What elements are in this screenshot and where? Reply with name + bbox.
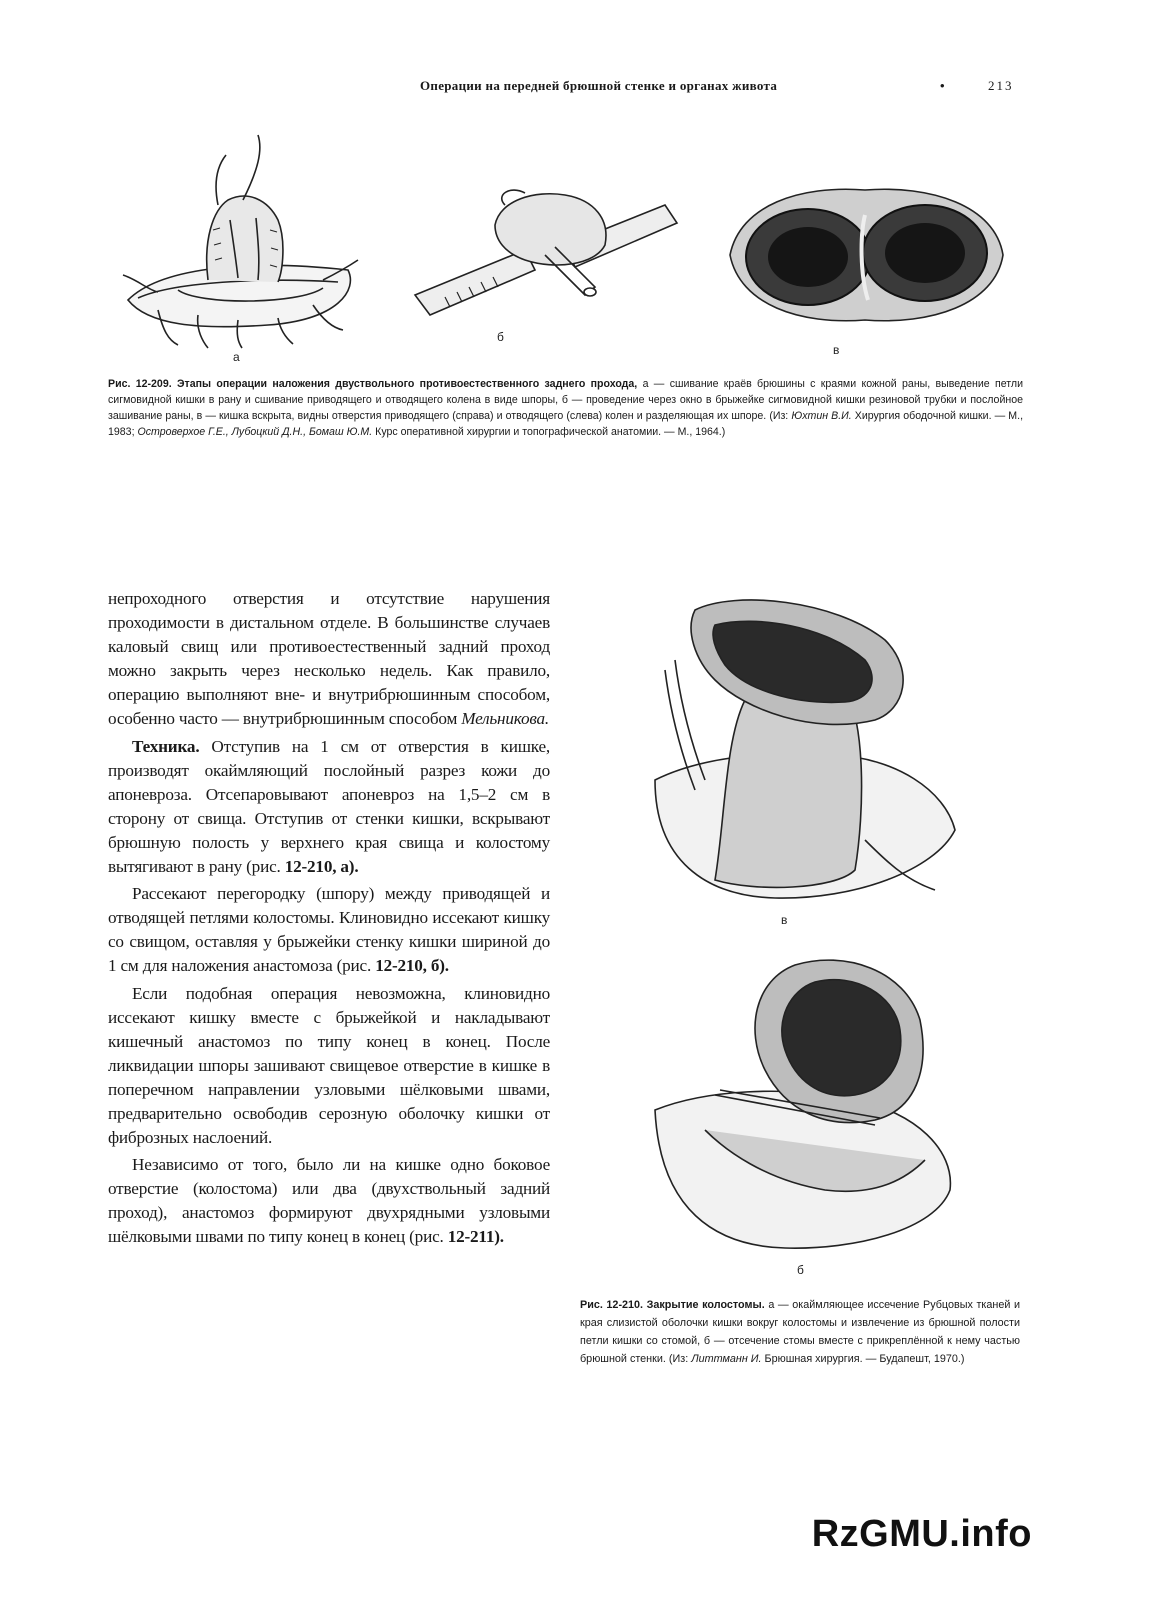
figure-210-caption-body: а — окаймляющее иссечение Рубцовых тканей и края слизистой оболочки кишки вокруг колостомы и извлечение из брюшной полости петли кишки со стомой, б — отсечение стомы вместе с прикреплённой к нему частью брюшной стенки. — [580, 1299, 1020, 1365]
figure-210-caption-author: Литтманн И. — [691, 1353, 762, 1365]
figure-209-caption-author-1: Юхтин В.И. — [791, 410, 852, 422]
body-p2-text: Отступив на 1 см от отверстия в кишке, производят окаймляющий послойный разрез кожи до апоневроза. Отсепаровывают апоневроз на 1,5–2 см в сторону от свища. Отступив от стенки кишки, вскрывают брюшную полость у верхнего края свища и колостому вытягивают в рану (рис. — [108, 736, 550, 877]
body-p1-text: непроходного отверстия и отсутствие нарушения проходимости в дистальном отделе. В большинстве случаев каловый свищ или противоестественный задний проход можно закрыть через несколько недель. Как правило, операцию выполняют вне- и внутрибрюшинным способом, особенно часто — внутрибрюшинным способом — [108, 589, 550, 729]
header-bullet: • — [940, 78, 945, 93]
figure-209-label-b: б — [497, 330, 504, 344]
figure-210-label-a: в — [781, 913, 788, 927]
figure-209-caption — [108, 376, 1023, 440]
figure-210-label-b: б — [797, 1263, 804, 1277]
figure-210-caption — [580, 1296, 1020, 1368]
body-paragraph-5 — [108, 1153, 550, 1249]
body-paragraph-2 — [108, 735, 550, 880]
body-p5-figure-ref: 12-211). — [447, 1227, 504, 1247]
figure-209-caption-source-open: (Из: — [769, 410, 789, 422]
page-number: 213 — [988, 78, 1014, 93]
figure-210-caption-lead: Рис. 12-210. Закрытие колостомы. — [580, 1299, 765, 1311]
figure-209-label-c: в — [833, 343, 840, 357]
figure-209-label-a: а — [233, 350, 240, 364]
figure-209-caption-author-2: Островерхое Г.Е., Лубоцкий Д.Н., Бомаш Ю.М. — [137, 426, 373, 438]
figure-209a-illustration — [118, 130, 368, 350]
body-p4-text: Если подобная операция невозможна, клиновидно иссекают кишку вместе с брыжейкой и накладывают кишечный анастомоз по типу конец в конец. После ликвидации шпоры зашивают свищевое отверстие в кишке в поперечном направлении узловыми шёлковыми швами, предварительно освободив серозную оболочку кишки от фиброзных наслоений. — [108, 983, 550, 1148]
figure-210-caption-title: Брюшная хирургия. — Будапешт, 1970.) — [764, 1353, 965, 1365]
body-text-column — [108, 587, 550, 1250]
site-watermark: RzGMU.info — [811, 1513, 1032, 1555]
figure-210b-illustration — [645, 950, 965, 1260]
figure-210-caption-source-open: (Из: — [668, 1353, 689, 1365]
running-title: Операции на передней брюшной стенке и органах живота — [420, 78, 778, 93]
body-p5-text: Независимо от того, было ли на кишке одно боковое отверстие (колостома) или два (двуxствольный задний проход), анастомоз формируют двухрядными узловыми шёлковыми швами по типу конец в конец (рис. — [108, 1155, 550, 1247]
body-p3-figure-ref: 12-210, б). — [375, 956, 449, 976]
body-p1-italic-name: Мельникова. — [461, 709, 549, 729]
figure-209-caption-lead: Рис. 12-209. Этапы операции наложения двуствольного противоестественного заднего прохода, — [108, 378, 638, 390]
body-p2-heading: Техника. — [132, 736, 200, 756]
body-p2-figure-ref: 12-210, а). — [284, 857, 359, 877]
figure-209c-illustration — [720, 175, 1010, 330]
body-p3-text: Рассекают перегородку (шпору) между приводящей и отводящей петлями колостомы. Клиновидно иссекают кишку со свищом, оставляя у брыжейки стенку кишки шириной до 1 см для наложения анастомоза (рис. — [108, 884, 550, 976]
figure-209-caption-title-2: Курс оперативной хирургии и топографической анатомии. — М., 1964.) — [375, 426, 726, 438]
body-paragraph-1 — [108, 587, 550, 732]
body-paragraph-3 — [108, 882, 550, 978]
body-paragraph-4 — [108, 982, 550, 1151]
figure-209-caption-title-1: Хирургия ободочной кишки. — М., 1983; — [108, 410, 1024, 438]
figure-209b-illustration — [395, 175, 685, 325]
figure-209-caption-body: а — сшивание краёв брюшины с краями кожной раны, выведение петли сигмовидной кишки в рану и сшивание приводящего и отводящего колена в виде шпоры, б — проведение через окно в брыжейке сигмовидной кишки резиновой трубки и послойное зашивание раны, в — кишка вскрыта, видны отверстия приводящего (справа) и отводящего (слева) колен и разделяющая их шпоре. — [108, 378, 1024, 422]
figure-210a-illustration — [635, 580, 965, 910]
